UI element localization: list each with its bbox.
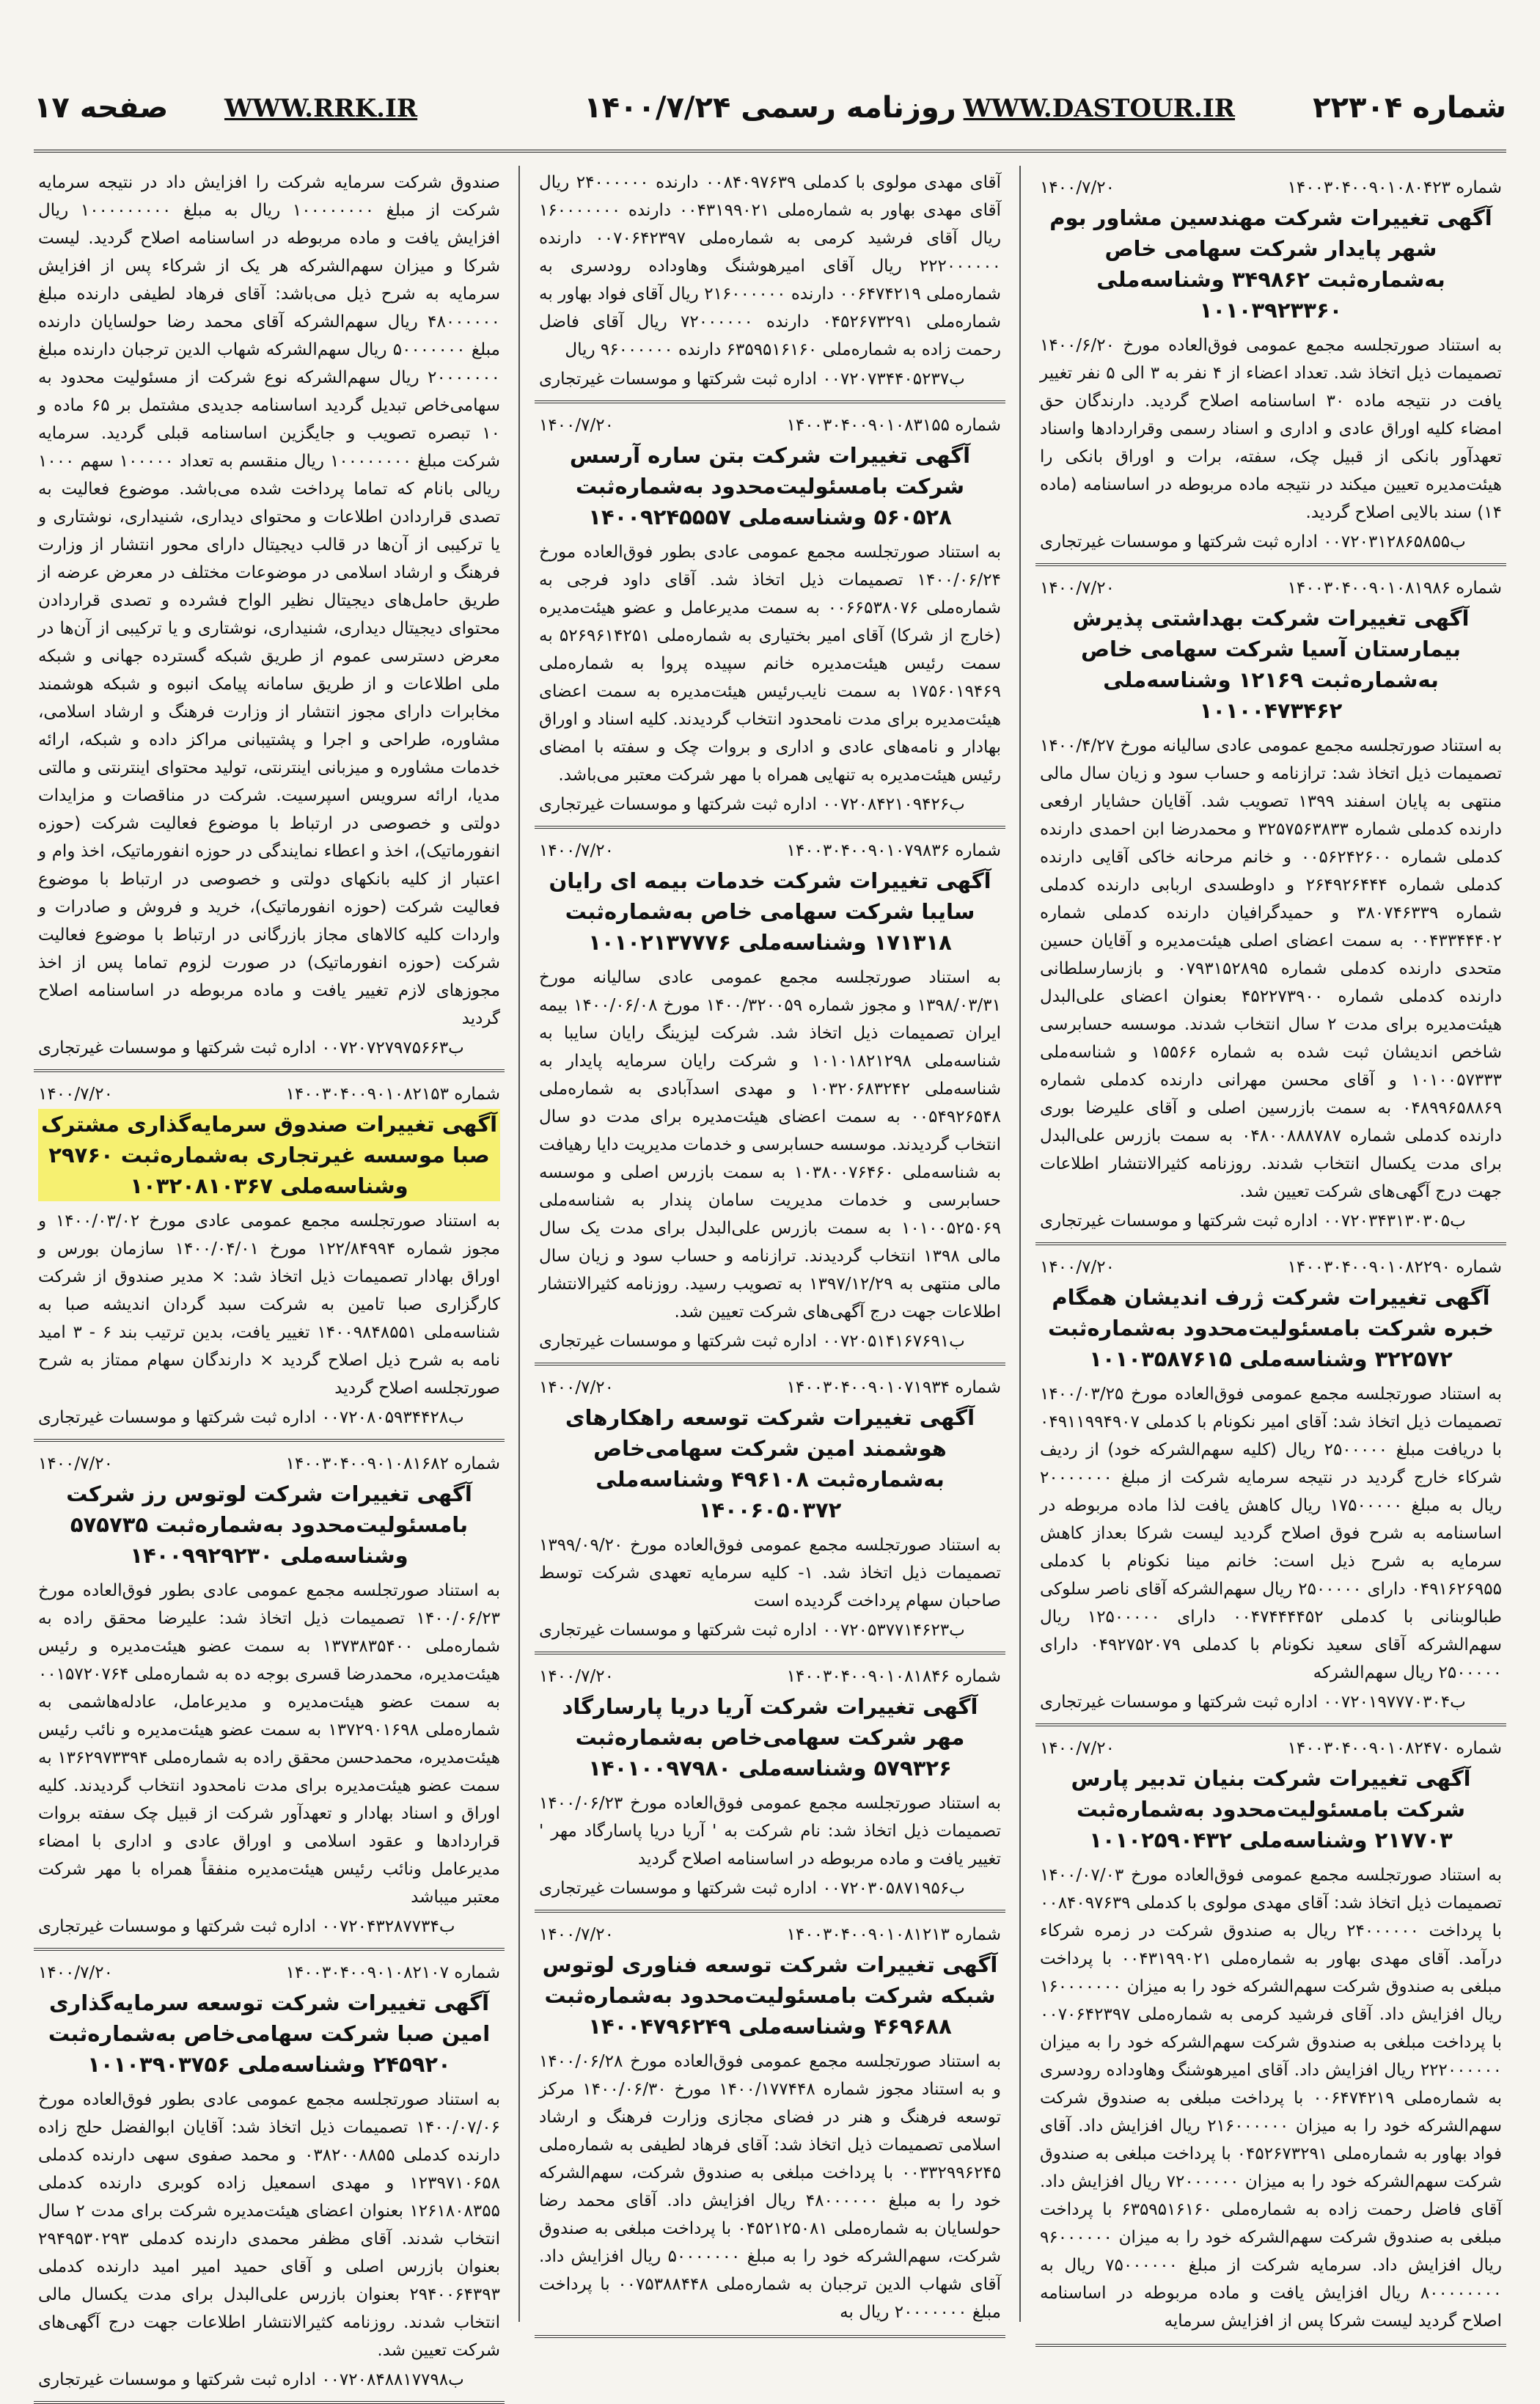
notice-body: به استناد صورتجلسه مجمع عمومی عادی سالیانه مورخ ۱۴۰۰/۴/۲۷ تصمیمات ذیل اتخاذ شد: ترازنامه و حساب سود و زیان سال مالی منتهی به پایان اسفند ۱۳۹۹ تصویب شد. آقایان حشایار ارفعی دارنده کدملی شماره ۳۲۵۷۵۶۳۸۳۳ و محمدرضا ابن احمدی دارنده کدملی شماره ۰۰۵۶۲۴۲۶۰۰ و خانم مرحانه خاکی آقایی دارنده کدملی شماره ۲۶۴۹۲۶۴۴۴ و داوطسدی اربابی دارنده کدملی شماره ۳۸۰۷۴۶۳۳۹ و حمیدگرافیان دارنده کدملی شماره ۰۰۴۳۳۴۴۴۰۲ به سمت اعضای اصلی هیئت‌مدیره و آقایان حسین متحدی دارنده کدملی شماره ۰۷۹۳۱۵۲۸۹۵ و بازسارسلطانی دارنده کدملی شماره ۴۵۲۲۷۳۹۰۰ بعنوان اعضای علی‌البدل هیئت‌مدیره برای مدت ۲ سال انتخاب شدند. موسسه حسابرسی شاخص اندیشان ثبت شده به شماره ۱۵۵۶۶ و شناسه‌ملی ۱۰۱۰۰۵۷۳۳۳ و آقای محسن مهرانی دارنده کدملی شماره ۰۴۸۹۹۶۵۸۸۶۹ به سمت بازرسین اصلی و آقای علیرضا بوری دارنده کدملی شماره ۰۴۸۰۰۸۸۸۷۸۷ به سمت بازرس علی‌البدل برای مدت یکسال انتخاب شدند. روزنامه کثیرالانتشار اطلاعات جهت درج آگهی‌های شرکت تعیین شد. xyxy=(1040,736,1503,1201)
notice-date: ۱۴۰۰/۷/۲۰ xyxy=(539,416,614,435)
notice-title: آگهی تغییرات صندوق سرمایه‌گذاری مشترک صبا موسسه غیرتجاری به‌شماره‌ثبت ۲۹۷۶۰ وشناسه‌ملی ۱۰۳۲۰۸۱۰۳۶۷ xyxy=(38,1109,500,1201)
notice-number: شماره ۱۴۰۰۳۰۴۰۰۹۰۱۰۸۲۴۷۰ xyxy=(1287,1739,1502,1758)
notice-footer: ب۰۰۷۲۰۱۹۷۷۷۰۳۰۴ اداره ثبت شرکتها و موسسات غیرتجاری xyxy=(1040,1693,1466,1712)
notice-title: آگهی تغییرات شرکت توسعه فناوری لوتوس شبکه شرکت بامسئولیت‌محدود به‌شماره‌ثبت ۴۶۹۶۸۸ وشناسه‌ملی ۱۴۰۰۴۷۹۶۲۴۹ xyxy=(542,1952,998,2039)
notice-meta xyxy=(38,1961,500,1985)
notice-title: آگهی تغییرات شرکت لوتوس رز شرکت بامسئولیت‌محدود به‌شماره‌ثبت ۵۷۵۷۳۵ وشناسه‌ملی ۱۴۰۰۹۹۲۹۲۳۰ xyxy=(66,1481,472,1568)
notice-meta xyxy=(539,1665,1001,1688)
site-link-dastour[interactable]: WWW.DASTOUR.IR xyxy=(963,94,1235,123)
site-link-rrk[interactable]: WWW.RRK.IR xyxy=(224,94,418,123)
notice-footer: ب۰۰۷۲۰۳۰۵۸۷۱۹۵۶ اداره ثبت شرکتها و موسسات غیرتجاری xyxy=(539,1879,965,1898)
notice-title: آگهی تغییرات شرکت بنیان تدبیر پارس شرکت بامسئولیت‌محدود به‌شماره‌ثبت ۲۱۷۷۰۳ وشناسه‌ملی ۱۰۱۰۲۵۹۰۴۳۲ xyxy=(1071,1766,1471,1853)
notice-number: شماره ۱۴۰۰۳۰۴۰۰۹۰۱۰۸۱۶۸۲ xyxy=(285,1454,500,1473)
notice-date: ۱۴۰۰/۷/۲۰ xyxy=(1040,1739,1115,1758)
notice-title: آگهی تغییرات شرکت توسعه راهکارهای هوشمند امین شرکت سهامی‌خاص به‌شماره‌ثبت ۴۹۶۱۰۸ وشناسه‌ملی ۱۴۰۰۶۰۵۰۳۷۲ xyxy=(565,1405,975,1522)
notice-body: آقای مهدی مولوی با کدملی ۰۰۸۴۰۹۷۶۳۹ دارنده ۲۴۰۰۰۰۰۰ ریال آقای مهدی بهاور به شماره‌ملی ۰۰۴۳۱۹۹۰۲۱ دارنده ۱۶۰۰۰۰۰۰۰ ریال آقای فرشید کرمی به شماره‌ملی ۰۰۷۰۶۴۲۳۹۷ دارنده ۲۲۲۰۰۰۰۰۰ ریال آقای امیرهوشنگ وهاوداده رودسری به شماره‌ملی ۰۰۶۴۷۴۲۱۹ دارنده ۲۱۶۰۰۰۰۰۰ ریال آقای فواد بهاور به شماره‌ملی ۰۴۵۲۶۷۳۲۹۱ دارنده ۷۲۰۰۰۰۰۰ ریال آقای فاضل رحمت زاده به شماره‌ملی ۶۳۵۹۵۱۶۱۶۰ دارنده ۹۶۰۰۰۰۰۰ ریال xyxy=(539,173,1002,359)
notice-date: ۱۴۰۰/۷/۲۰ xyxy=(38,1454,113,1473)
notice-footer: ب۰۰۷۲۰۳۱۲۸۶۵۸۵۵ اداره ثبت شرکتها و موسسات غیرتجاری xyxy=(1040,532,1466,551)
notice-continuation xyxy=(535,166,1005,403)
notice xyxy=(1035,1726,1506,2347)
notice-body: به استناد صورتجلسه مجمع عمومی فوق‌العاده مورخ ۱۴۰۰/۰۶/۲۳ تصمیمات ذیل اتخاذ شد: نام شرکت به ' آریا دریا پاسارگاد مهر ' تغییر یافت و ماده مربوطه در اساسنامه اصلاح گردید xyxy=(539,1794,1001,1869)
notice-footer: ب۰۰۷۲۰۷۳۴۴۰۵۲۳۷ اداره ثبت شرکتها و موسسات غیرتجاری xyxy=(539,370,965,389)
notice-title: آگهی تغییرات شرکت مهندسین مشاور بوم شهر پایدار شرکت سهامی خاص به‌شماره‌ثبت ۳۴۹۸۶۲ وشناسه‌ملی ۱۰۱۰۳۹۲۳۳۶۰ xyxy=(1049,205,1492,323)
notice-body: به استناد صورتجلسه مجمع عمومی فوق‌العاده مورخ ۱۴۰۰/۶/۲۰ تصمیمات ذیل اتخاذ شد. تعداد اعضاء از ۴ نفر به ۳ الی ۵ نفر تغییر یافت در نتیجه ماده ۳۰ اساسنامه اصلاح گردید. دارندگان حق امضاء کلیه اوراق عادی و اداری و اسناد رسمی وقراردادها واسناد تعهدآور بانکی از قبیل چک، سفته، برات و اوراق بانکی را هیئت‌مدیره تعیین میکند در نتیجه ماده مربوطه در اساسنامه (ماده ۱۴) سند بالایی اصلاح گردید. xyxy=(1040,336,1502,522)
notice-meta xyxy=(539,414,1001,437)
notice-title: آگهی تغییرات شرکت ژرف اندیشان همگام خبره شرکت بامسئولیت‌محدود به‌شماره‌ثبت ۳۲۲۵۷۲ وشناسه‌ملی ۱۰۱۰۳۵۸۷۶۱۵ xyxy=(1047,1285,1495,1371)
notice-title: آگهی تغییرات شرکت توسعه سرمایه‌گذاری امین صبا شرکت سهامی‌خاص به‌شماره‌ثبت ۲۴۵۹۲۰ وشناسه‌ملی ۱۰۱۰۳۹۰۳۷۵۶ xyxy=(48,1990,491,2077)
page-header xyxy=(34,81,1506,144)
notice-body: به استناد صورتجلسه مجمع عمومی عادی سالیانه مورخ ۱۳۹۸/۰۳/۳۱ و مجوز شماره ۱۴۰۰/۳۲۰۰۵۹ مورخ ۱۴۰۰/۰۶/۰۸ بیمه ایران تصمیمات ذیل اتخاذ شد. شرکت لیزینگ رایان سایبا به شناسه‌ملی ۱۰۱۰۱۸۲۱۲۹۸ و شرکت رایان سرمایه پایدار به شناسه‌ملی ۱۰۳۲۰۶۸۳۲۴۲ و مهدی اسدآبادی به شماره‌ملی ۰۰۵۴۹۲۶۵۴۸ به سمت اعضای هیئت‌مدیره برای مدت دو سال انتخاب گردیدند. موسسه حسابرسی و خدمات مدیریت دایا رهیافت به شناسه‌ملی ۱۰۳۸۰۰۷۶۴۶۰ به سمت بازرس اصلی و موسسه حسابرسی و خدمات مدیریت سامان پندار به شناسه‌ملی ۱۰۱۰۰۵۲۵۰۶۹ به سمت بازرس علی‌البدل برای مدت یک سال مالی ۱۳۹۸ انتخاب گردیدند. ترازنامه و حساب سود و زیان سال مالی منتهی به ۱۳۹۷/۱۲/۲۹ به تصویب رسید. روزنامه کثیرالانتشار اطلاعات جهت درج آگهی‌های شرکت تعیین شد. xyxy=(539,968,1002,1322)
notice-number: شماره ۱۴۰۰۳۰۴۰۰۹۰۱۰۸۰۴۲۳ xyxy=(1287,178,1502,197)
notice-meta xyxy=(1040,1737,1502,1760)
notice xyxy=(535,829,1005,1366)
notice-date: ۱۴۰۰/۷/۲۰ xyxy=(539,1378,614,1397)
column-left xyxy=(34,166,505,2389)
notice-meta xyxy=(539,1376,1001,1399)
notice-footer: ب۰۰۷۲۰۷۲۷۹۷۵۶۶۳ اداره ثبت شرکتها و موسسات غیرتجاری xyxy=(38,1038,464,1058)
notice xyxy=(535,1366,1005,1654)
notice-title: آگهی تغییرات شرکت بتن ساره آرسس شرکت بامسئولیت‌محدود به‌شماره‌ثبت ۵۶۰۵۲۸ وشناسه‌ملی ۱۴۰۰۹۲۴۵۵۵۷ xyxy=(569,443,971,529)
notice-meta xyxy=(539,1923,1001,1946)
notice-footer: ب۰۰۷۲۰۵۱۴۱۶۷۶۹۱ اداره ثبت شرکتها و موسسات غیرتجاری xyxy=(539,1332,965,1351)
notice-number: شماره ۱۴۰۰۳۰۴۰۰۹۰۱۰۸۲۱۰۷ xyxy=(285,1963,500,1982)
notice xyxy=(1035,566,1506,1245)
issue-number: شماره ۲۲۳۰۴ xyxy=(1313,91,1506,125)
notice-title: آگهی تغییرات شرکت بهداشتی پذیرش بیمارستان آسیا شرکت سهامی خاص به‌شماره‌ثبت ۱۲۱۶۹ وشناسه‌ملی ۱۰۱۰۰۴۷۳۴۶۲ xyxy=(1072,606,1470,723)
notice-title: آگهی تغییرات شرکت آریا دریا پارسارگاد مهر شرکت سهامی‌خاص به‌شماره‌ثبت ۵۷۹۳۲۶ وشناسه‌ملی ۱۴۰۱۰۰۹۷۹۸۰ xyxy=(562,1694,978,1781)
notice-date: ۱۴۰۰/۷/۲۰ xyxy=(1040,579,1115,598)
notice-footer: ب۰۰۷۲۰۴۳۲۸۷۷۳۴ اداره ثبت شرکتها و موسسات غیرتجاری xyxy=(38,1917,455,1936)
column-middle xyxy=(535,166,1005,2322)
notice-meta xyxy=(1040,1256,1502,1279)
notice-footer: ب۰۰۷۲۰۸۴۸۸۱۷۷۹۸ اداره ثبت شرکتها و موسسات غیرتجاری xyxy=(38,2370,464,2389)
notice-date: ۱۴۰۰/۷/۲۰ xyxy=(539,841,614,860)
notice xyxy=(34,1951,505,2404)
notice-date: ۱۴۰۰/۷/۲۰ xyxy=(1040,178,1115,197)
notice-body: به استناد صورتجلسه مجمع عمومی عادی بطور فوق‌العاده مورخ ۱۴۰۰/۰۷/۰۶ تصمیمات ذیل اتخاذ شد: آقایان ابوالفضل حلج زاده دارنده کدملی ۰۳۸۲۰۰۸۸۵۵ و محمد صفوی سهی دارنده کدملی ۱۲۳۹۷۱۰۶۵۸ و مهدی اسمعیل زاده کوبری دارنده کدملی ۱۲۶۱۸۰۸۳۵۵ بعنوان اعضای هیئت‌مدیره شرکت برای مدت ۲ سال انتخاب شدند. آقای مظفر محمدی دارنده کدملی ۲۹۴۹۵۳۰۲۹۳ بعنوان بازرس اصلی و آقای حمید امیر امید دارنده کدملی ۲۹۴۰۰۶۴۳۹۳ بعنوان بازرس علی‌البدل برای مدت یکسال مالی انتخاب شدند. روزنامه کثیرالانتشار اطلاعات جهت درج آگهی‌های شرکت تعیین شد. xyxy=(38,2090,500,2360)
notice-date: ۱۴۰۰/۷/۲۰ xyxy=(1040,1258,1115,1277)
notice-body: صندوق شرکت سرمایه شرکت را افزایش داد در نتیجه سرمایه شرکت از مبلغ ۱۰۰۰۰۰۰۰۰ ریال به مبلغ ۱۰۰۰۰۰۰۰۰۰ ریال افزایش یافت و ماده مربوطه در اساسنامه اصلاح گردید. لیست شرکا و میزان سهم‌الشرکه هر یک از شرکاء پس از افزایش سرمایه به شرح ذیل می‌باشد: آقای فرهاد لطیفی دارنده مبلغ ۴۸۰۰۰۰۰۰ ریال سهم‌الشرکه آقای محمد رضا حولسایان دارنده مبلغ ۵۰۰۰۰۰۰۰ ریال سهم‌الشرکه شهاب الدین ترجبان دارنده مبلغ ۲۰۰۰۰۰۰۰ ریال سهم‌الشرکه نوع شرکت از مسئولیت محدود به سهامی‌خاص تبدیل گردید اساسنامه جدیدی مشتمل بر ۶۵ ماده و ۱۰ تبصره تصویب و جایگزین اساسنامه قبلی گردید. سرمایه شرکت مبلغ ۱۰۰۰۰۰۰۰۰ ریال منقسم به تعداد ۱۰۰۰۰۰ سهم ۱۰۰۰ ریالی بانام که تماما پرداخت شده می‌باشد. موضوع فعالیت به تصدی قراردادن اطلاعات و محتوای دیداری، شنیداری، نوشتاری و یا ترکیبی از آن‌ها در قالب دیجیتال دارای محور انتشار از وزارت فرهنگ و ارشاد اسلامی در موضوعات مختلف در معرض عرضه از طریق حامل‌های دیجیتال نظیر الواح فشرده و تصدی قراردادن محتوای دیجیتال دیداری، شنیداری، نوشتاری و یا ترکیبی از آن‌ها در معرض دسترسی عموم از طریق شبکه گسترده جهانی و شبکه ملی اطلاعات و از طریق سامانه پیامک انبوه و شبکه هوشمند مخابرات دارای مجوز انتشار از وزارت فرهنگ و ارشاد اسلامی، مشاوره، طراحی و اجرا و پشتیبانی مراکز داده و شبکه، ارائه خدمات مشاوره و میزبانی اینترنتی، تولید محتوای اینترنتی و مالتی مدیا، ارائه سرویس اسپرسیت. شرکت در مناقصات و مزایدات دولتی و خصوصی در ارتباط با موضوع فعالیت شرکت (حوزه انفورماتیک)، اخذ و اعطاء نمایندگی در حوزه انفورماتیک، اخذ وام و اعتبار از کلیه بانکهای دولتی و خصوصی در ارتباط با موضوع فعالیت شرکت (حوزه انفورماتیک)، خرید و فروش و صادرات و واردات کلیه کالاهای مجاز بازرگانی در ارتباط با موضوع فعالیت شرکت (حوزه انفورماتیک) در صورت لزوم تماما پس از اخذ مجوزهای لازم تغییر یافت و ماده مربوطه در اساسنامه اصلاح گردید xyxy=(38,173,501,1028)
notice-body: به استناد صورتجلسه مجمع عمومی عادی بطور فوق‌العاده مورخ ۱۴۰۰/۰۶/۲۳ تصمیمات ذیل اتخاذ شد: علیرضا محقق راده به شماره‌ملی ۱۳۷۳۸۳۵۴۰۰ به سمت عضو هیئت‌مدیره و رئیس هیئت‌مدیره، محمدرضا قسری بوجه ده به شماره‌ملی ۰۰۱۵۷۲۰۷۶۴ به سمت عضو هیئت‌مدیره و مدیرعامل، عادله‌هاشمی به شماره‌ملی ۱۳۷۲۹۰۱۶۹۸ به سمت عضو هیئت‌مدیره و نائب رئیس هیئت‌مدیره، محمدحسن محقق راده به شماره‌ملی ۱۳۶۲۹۷۳۳۹۴ به سمت عضو هیئت‌مدیره برای مدت نامحدود انتخاب گردیدند. کلیه اوراق و اسناد بهادار و تعهدآور شرکت از قبیل چک سفته بروات قراردادها و عقود اسلامی و اوراق عادی و اداری با امضاء مدیرعامل ونائب رئیس هیئت‌مدیره منفقاً همراه با مهر شرکت معتبر میباشد xyxy=(38,1581,500,1907)
notice-number: شماره ۱۴۰۰۳۰۴۰۰۹۰۱۰۸۲۱۵۳ xyxy=(285,1085,500,1104)
notice-date: ۱۴۰۰/۷/۲۰ xyxy=(539,1925,614,1944)
notice-title: آگهی تغییرات شرکت خدمات بیمه ای رایان سایبا شرکت سهامی خاص به‌شماره‌ثبت ۱۷۱۳۱۸ وشناسه‌ملی ۱۰۱۰۲۱۳۷۷۷۶ xyxy=(549,868,991,955)
notice-number: شماره ۱۴۰۰۳۰۴۰۰۹۰۱۰۸۱۲۱۳ xyxy=(786,1925,1001,1944)
notice-footer: ب۰۰۷۲۰۳۴۳۱۳۰۳۰۵ اداره ثبت شرکتها و موسسات غیرتجاری xyxy=(1040,1212,1466,1231)
notice-footer: ب۰۰۷۲۰۸۴۲۱۰۹۴۲۶ اداره ثبت شرکتها و موسسات غیرتجاری xyxy=(539,795,965,814)
notice-body: به استناد صورتجلسه مجمع عمومی فوق‌العاده مورخ ۱۳۹۹/۰۹/۲۰ تصمیمات ذیل اتخاذ شد. ۱- کلیه سرمایه تعهدی شرکت توسط صاحبان سهام پرداخت گردیده است xyxy=(539,1536,1001,1610)
header-divider xyxy=(34,150,1506,153)
notice-footer: ب۰۰۷۲۰۵۳۷۷۱۴۶۲۳ اداره ثبت شرکتها و موسسات غیرتجاری xyxy=(539,1621,965,1640)
notice-body: به استناد صورتجلسه مجمع عمومی عادی بطور فوق‌العاده مورخ ۱۴۰۰/۰۶/۲۴ تصمیمات ذیل اتخاذ شد. آقای داود فرجی به شماره‌ملی ۰۰۶۶۵۳۸۰۷۶ به سمت مدیرعامل و عضو هیئت‌مدیره (خارج از شرکا) آقای امیر بختیاری به شماره‌ملی ۵۲۶۹۶۱۴۲۵۱ به سمت رئیس هیئت‌مدیره خانم سپیده پروا به شماره‌ملی ۱۷۵۶۰۱۹۴۶۹ به سمت نایب‌رئیس هیئت‌مدیره به سمت اعضای هیئت‌مدیره برای مدت نامحدود انتخاب گردیدند. کلیه اسناد و اوراق بهادار و نامه‌های عادی و اداری و بروات چک و سفته با امضای رئیس هیئت‌مدیره به تنهایی همراه با مهر شرکت معتبر می‌باشد. xyxy=(539,543,1001,785)
notice-date: ۱۴۰۰/۷/۲۰ xyxy=(38,1085,113,1104)
notice-meta xyxy=(1040,576,1502,600)
notice-footer: ب۰۰۷۲۰۸۰۵۹۳۴۴۲۸ اداره ثبت شرکتها و موسسات غیرتجاری xyxy=(38,1408,464,1427)
notice-date: ۱۴۰۰/۷/۲۰ xyxy=(539,1667,614,1686)
notice xyxy=(535,403,1005,829)
notice xyxy=(34,1442,505,1951)
newspaper-title: روزنامه رسمی ۱۴۰۰/۷/۲۴ xyxy=(584,91,956,125)
notice-number: شماره ۱۴۰۰۳۰۴۰۰۹۰۱۰۸۱۸۴۶ xyxy=(786,1667,1001,1686)
notice xyxy=(535,1913,1005,2338)
column-divider xyxy=(518,166,520,2322)
notice-body: به استناد صورتجلسه مجمع عمومی فوق‌العاده مورخ ۱۴۰۰/۰۷/۰۳ تصمیمات ذیل اتخاذ شد: آقای مهدی مولوی با کدملی ۰۰۸۴۰۹۷۶۳۹ با پرداخت ۲۴۰۰۰۰۰۰ ریال به صندوق شرکت در زمره شرکاء درآمد. آقای مهدی بهاور به شماره‌ملی ۰۰۴۳۱۹۹۰۲۱ با پرداخت مبلغی به صندوق شرکت سهم‌الشرکه خود را به میزان ۱۶۰۰۰۰۰۰۰ ریال افزایش داد. آقای فرشید کرمی به شماره‌ملی ۰۰۷۰۶۴۲۳۹۷ با پرداخت مبلغی به صندوق شرکت سهم‌الشرکه خود را به میزان ۲۲۲۰۰۰۰۰۰ ریال افزایش داد. آقای امیرهوشنگ وهاوداده رودسری به شماره‌ملی ۰۰۶۴۷۴۲۱۹ با پرداخت مبلغی به صندوق شرکت سهم‌الشرکه خود را به میزان ۲۱۶۰۰۰۰۰۰ ریال افزایش داد. آقای فواد بهاور به شماره‌ملی ۰۴۵۲۶۷۳۲۹۱ با پرداخت مبلغی به صندوق شرکت سهم‌الشرکه خود را به میزان ۷۲۰۰۰۰۰۰ ریال افزایش داد. آقای فاضل رحمت زاده به شماره‌ملی ۶۳۵۹۵۱۶۱۶۰ با پرداخت مبلغی به صندوق شرکت سهم‌الشرکه خود را به میزان ۹۶۰۰۰۰۰۰ ریال افزایش داد. سرمایه شرکت از مبلغ ۷۵۰۰۰۰۰۰ ریال به ۸۰۰۰۰۰۰۰۰ ریال افزایش یافت و ماده مربوطه در اساسنامه اصلاح گردید لیست شرکا پس از افزایش سرمایه xyxy=(1040,1866,1503,2331)
column-divider xyxy=(1019,166,1021,2322)
notice-number: شماره ۱۴۰۰۳۰۴۰۰۹۰۱۰۸۲۲۹۰ xyxy=(1287,1258,1502,1277)
notice-meta xyxy=(1040,176,1502,199)
notice xyxy=(535,1654,1005,1913)
notice-body: به استناد صورتجلسه مجمع عمومی فوق‌العاده مورخ ۱۴۰۰/۰۶/۲۸ و به استناد مجوز شماره ۱۴۰۰/۱۷۷۴۴۸ مورخ ۱۴۰۰/۰۶/۳۰ مرکز توسعه فرهنگ و هنر در فضای مجازی وزارت فرهنگ و ارشاد اسلامی تصمیمات ذیل اتخاذ شد: آقای فرهاد لطیفی به شماره‌ملی ۰۰۳۳۲۹۹۶۲۴۵ با پرداخت مبلغی به صندوق شرکت، سهم‌الشرکه خود را به مبلغ ۴۸۰۰۰۰۰۰ ریال افزایش داد. آقای محمد رضا حولسایان به شماره‌ملی ۰۴۵۲۱۲۵۰۸۱ با پرداخت مبلغی به صندوق شرکت، سهم‌الشرکه خود را به مبلغ ۵۰۰۰۰۰۰۰ ریال افزایش داد. آقای شهاب الدین ترجبان به شماره‌ملی ۰۰۷۵۳۸۸۴۴۸ با پرداخت مبلغ ۲۰۰۰۰۰۰۰ ریال به xyxy=(539,2052,1002,2322)
notice-number: شماره ۱۴۰۰۳۰۴۰۰۹۰۱۰۸۱۹۸۶ xyxy=(1287,579,1502,598)
notice xyxy=(1035,1245,1506,1726)
columns-container xyxy=(34,166,1506,2389)
notice xyxy=(34,1072,505,1442)
notice-number: شماره ۱۴۰۰۳۰۴۰۰۹۰۱۰۷۹۸۳۶ xyxy=(786,841,1001,860)
notice-body: به استناد صورتجلسه مجمع عمومی عادی مورخ ۱۴۰۰/۰۳/۰۲ و مجوز شماره ۱۲۲/۸۴۹۹۴ مورخ ۱۴۰۰/۰۴/۰۱ سازمان بورس و اوراق بهادار تصمیمات ذیل اتخاذ شد: × مدیر صندوق از شرکت کارگزاری صبا تامین به شرکت سبد گردان اندیشه صبا به شناسه‌ملی ۱۴۰۰۹۸۴۸۵۵۱ تغییر یافت، بدین ترتیب بند ۶ - ۳ امید نامه به شرح ذیل اصلاح گردید × دارندگان سهام ممتاز به شرح صورتجلسه اصلاح گردید xyxy=(38,1212,500,1398)
notice-meta xyxy=(38,1082,500,1106)
page-number: صفحه ۱۷ xyxy=(34,91,169,125)
notice-continuation xyxy=(34,166,505,1072)
notice-meta xyxy=(38,1452,500,1476)
notice-meta xyxy=(539,839,1001,862)
notice-number: شماره ۱۴۰۰۳۰۴۰۰۹۰۱۰۷۱۹۳۴ xyxy=(786,1378,1001,1397)
notice xyxy=(1035,166,1506,566)
notice-number: شماره ۱۴۰۰۳۰۴۰۰۹۰۱۰۸۳۱۵۵ xyxy=(786,416,1001,435)
notice-body: به استناد صورتجلسه مجمع عمومی فوق‌العاده مورخ ۱۴۰۰/۰۳/۲۵ تصمیمات ذیل اتخاذ شد: آقای امیر نکونام با کدملی ۰۴۹۱۱۹۹۴۹۰۷ با دریافت مبلغ ۲۵۰۰۰۰۰ ریال (کلیه سهم‌الشرکه خود) از ردیف شرکاء خارج گردید در نتیجه سرمایه شرکت از مبلغ ۲۰۰۰۰۰۰۰ ریال به مبلغ ۱۷۵۰۰۰۰۰ ریال کاهش یافت لذا ماده مربوطه در اساسنامه به شرح فوق اصلاح گردید لیست شرکا بعداز کاهش سرمایه به شرح ذیل است: خانم مینا نکونام با کدملی ۰۴۹۱۶۲۶۹۵۵ دارای ۲۵۰۰۰۰۰ ریال سهم‌الشرکه آقای ناصر سلوکی طبالوبنانی با کدملی ۰۰۴۷۴۴۴۴۵۲ دارای ۱۲۵۰۰۰۰۰ ریال سهم‌الشرکه آقای سعید نکونام با کدملی ۰۴۹۲۷۵۲۰۷۹ دارای ۲۵۰۰۰۰۰ ریال سهم‌الشرکه xyxy=(1040,1385,1503,1682)
notice-date: ۱۴۰۰/۷/۲۰ xyxy=(38,1963,113,1982)
column-right xyxy=(1035,166,1506,2331)
